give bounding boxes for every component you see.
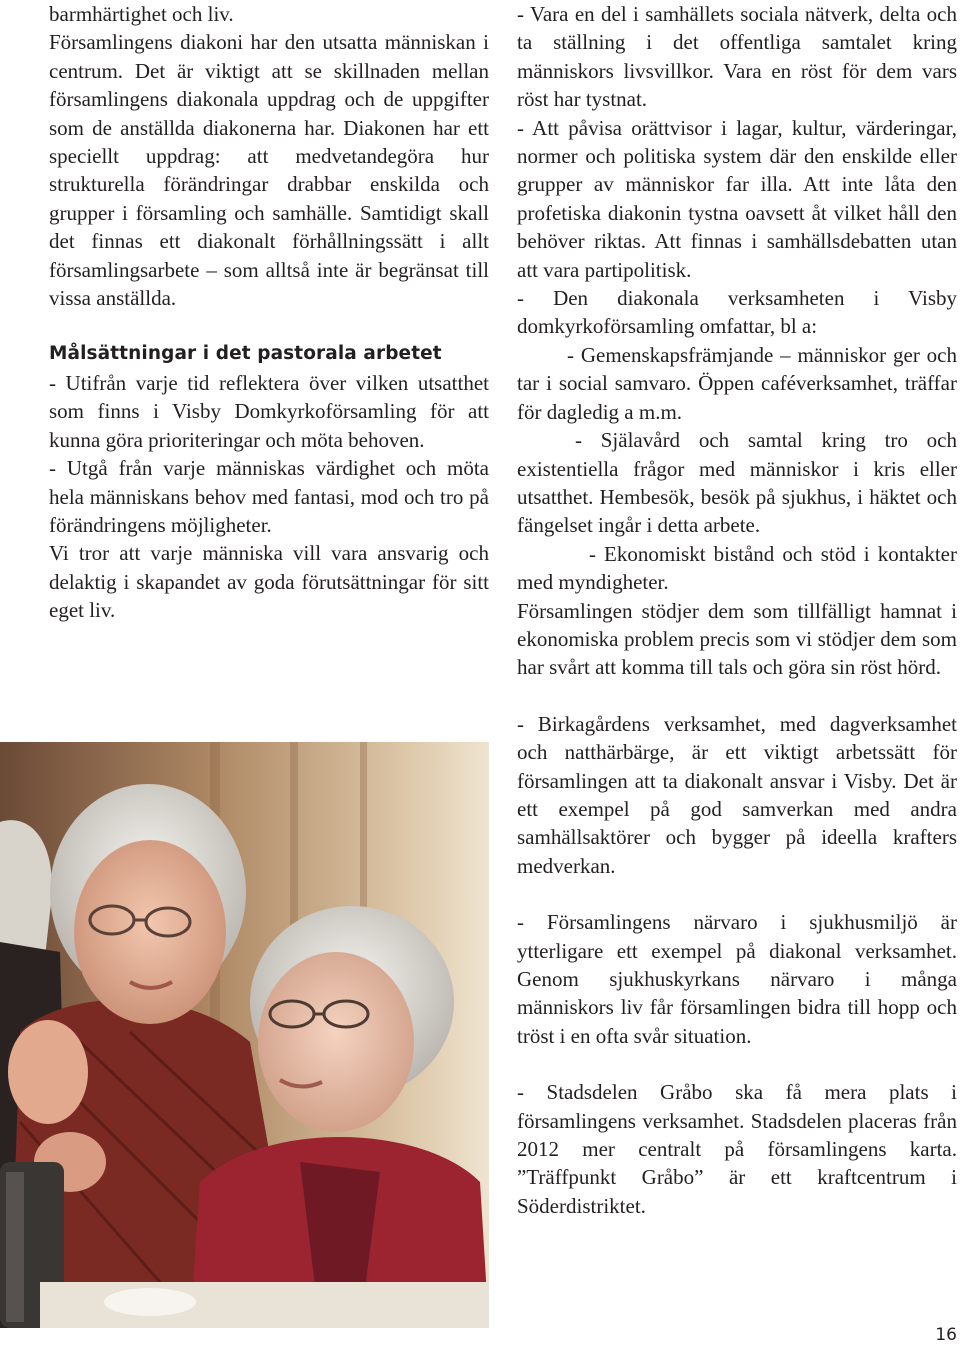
page-number: 16: [935, 1325, 957, 1345]
right-paragraph: - Den diakonala verksamheten i Visby domkyrkoförsamling omfattar, bl a:: [517, 286, 957, 339]
right-paragraph: Församlingen stödjer dem som tillfälligt hamnat i ekonomiska problem precis som vi stödjer dem som har svårt att komma till tals och göra sin röst hörd.: [517, 598, 957, 680]
spacer: [49, 312, 489, 340]
photo-two-elderly-women: [0, 742, 489, 1328]
right-paragraph: - Vara en del i samhällets sociala nätverk, delta och ta ställning i det offentliga samtalet kring människors livsvillkor. Vara en röst för dem vars röst har tystnat.: [517, 2, 957, 112]
right-paragraph: - Birkagårdens verksamhet, med dagverksamhet och natthärbärge, är ett viktigt arbetssätt för församlingen att ta diakonalt ansvar i Visby. Det är ett exempel på god samverkan med andra samhällsaktörer och bygger på ideella krafters medverkan.: [517, 711, 957, 878]
right-column: [517, 0, 957, 1220]
right-paragraph: - Gemenskapsfrämjande – människor ger och tar i social samvaro. Öppen caféverksamhet, träffar för dagledig a m.m.: [517, 342, 957, 424]
goal-paragraph: - Utifrån varje tid reflektera över vilken utsatthet som finns i Visby Domkyrkoförsamling för att kunna göra prioriteringar och möta behoven.: [49, 370, 489, 452]
right-paragraph: - Ekonomiskt bistånd och stöd i kontakter med myndigheter.: [517, 541, 957, 595]
right-paragraph: - Att påvisa orättvisor i lagar, kultur, värderingar, normer och politiska system där den enskilde eller grupper av människor far illa. Att inte låta den profetiska diakonin tystna oavsett åt vilket håll den behöver riktas. Att finnas i samhällsdebatten utan att vara partipolitisk.: [517, 115, 957, 282]
right-paragraph: - Församlingens närvaro i sjukhusmiljö är ytterligare ett exempel på diakonal verksamhet. Genom sjukhuskyrkans närvaro i många människors liv får församlingen bidra till hopp och tröst i en ofta svår situation.: [517, 910, 957, 1048]
spacer: [517, 880, 957, 908]
goal-paragraph: - Utgå från varje människas värdighet och möta hela människans behov med fantasi, mod och tro på förändringens möjligheter.: [49, 456, 489, 537]
spacer: [517, 682, 957, 710]
goal-paragraph: Vi tror att varje människa vill vara ansvarig och delaktig i skapandet av goda förutsättningar för sitt eget liv.: [49, 541, 489, 623]
section-heading: Målsättningar i det pastorala arbetet: [49, 343, 442, 365]
intro-paragraph: Församlingens diakoni har den utsatta människan i centrum. Det är viktigt att se skillnaden mellan församlingens diakonala uppdrag och de uppgifter som de anställda diakonerna har. Diakonen har ett speciellt uppdrag: att medvetandegöra hur strukturella förändringar drabbar enskilda och grupper i församling och samhälle. Samtidigt skall det finnas ett diakonalt förhållningssätt i allt församlingsarbete – som alltså inte är begränsat till vissa anställda.: [49, 30, 489, 311]
right-paragraph: - Själavård och samtal kring tro och existentiella frågor med människor i kris eller utsatthet. Hembesök, besök på sjukhus, i häktet och fängelset ingår i detta arbete.: [517, 428, 957, 538]
intro-first-line: barmhärtighet och liv.: [49, 2, 234, 26]
spacer: [517, 1050, 957, 1078]
left-column: [49, 0, 489, 625]
right-paragraph: - Stadsdelen Gråbo ska få mera plats i församlingens verksamhet. Stadsdelen placeras från 2012 mer centralt på församlingens karta. ”Träffpunkt Gråbo” är ett kraftcentrum i Söderdistriktet.: [517, 1080, 957, 1218]
